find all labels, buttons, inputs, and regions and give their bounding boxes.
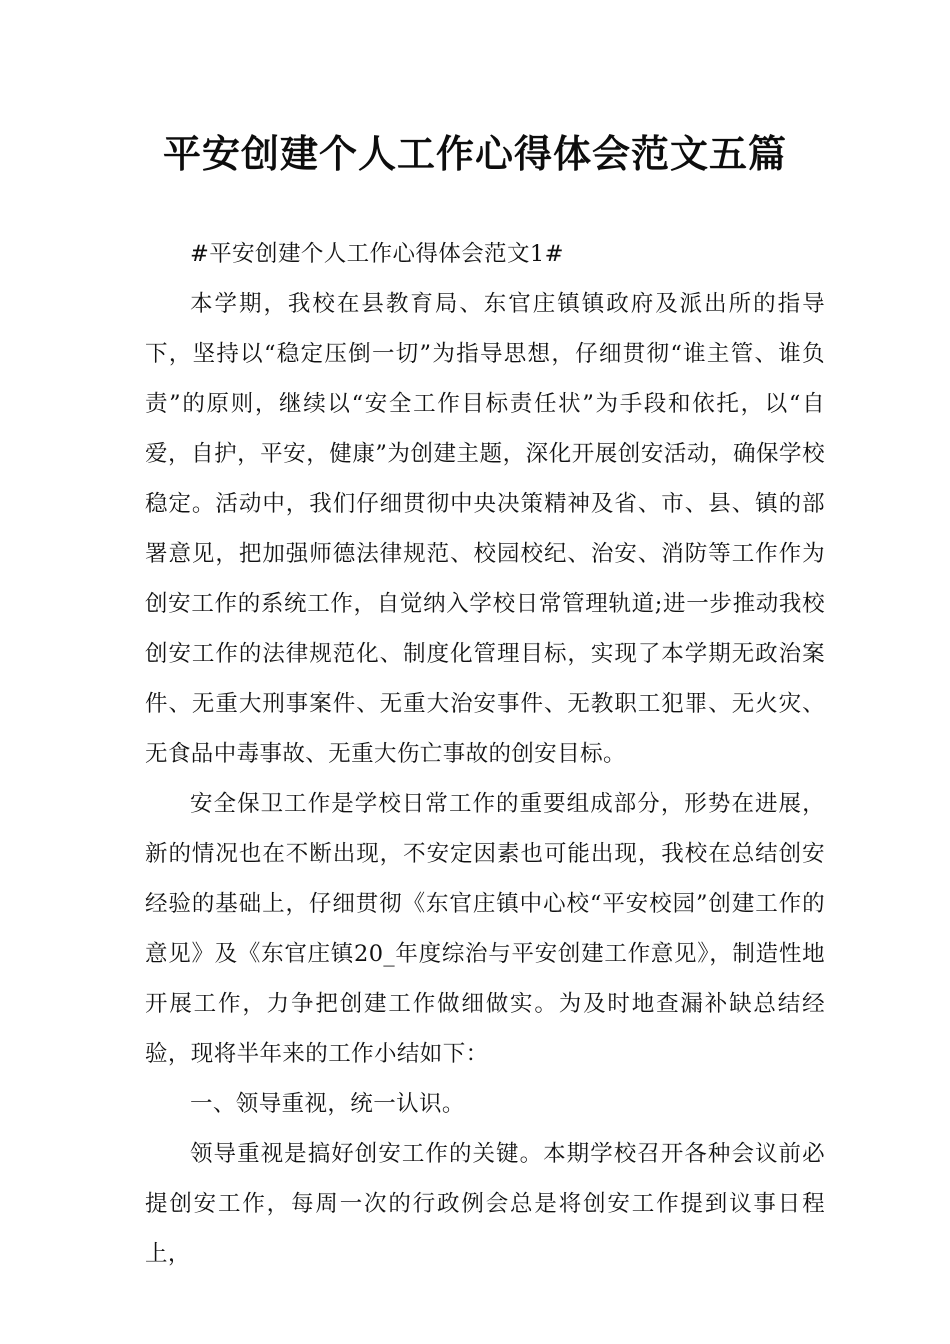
subsection-heading: 一、领导重视，统一认识。 xyxy=(190,1091,465,1117)
document-body xyxy=(145,229,825,1279)
document-title: 平安创建个人工作心得体会范文五篇 xyxy=(162,132,787,176)
body-paragraph: 本学期，我校在县教育局、东官庄镇镇政府及派出所的指导下，坚持以“稳定压倒一切”为指导思想，仔细贯彻“谁主管、谁负责”的原则，继续以“安全工作目标责任状”为手段和依托，以“自爱，自护，平安，健康”为创建主题，深化开展创安活动，确保学校稳定。活动中，我们仔细贯彻中央决策精神及省、市、县、镇的部署意见，把加强师德法律规范、校园校纪、治安、消防等工作作为创安工作的系统工作，自觉纳入学校日常管理轨道;进一步推动我校创安工作的法律规范化、制度化管理目标，实现了本学期无政治案件、无重大刑事案件、无重大治安事件、无教职工犯罪、无火灾、无食品中毒事故、无重大伤亡事故的创安目标。 xyxy=(145,291,825,767)
body-paragraph: 安全保卫工作是学校日常工作的重要组成部分，形势在进展，新的情况也在不断出现，不安定因素也可能出现，我校在总结创安经验的基础上，仔细贯彻《东官庄镇中心校“平安校园”创建工作的意见》及《东官庄镇20_年度综治与平安创建工作意见》，制造性地开展工作，力争把创建工作做细做实。为及时地查漏补缺总结经验，现将半年来的工作小结如下： xyxy=(145,791,825,1067)
body-paragraph: 领导重视是搞好创安工作的关键。本期学校召开各种会议前必提创安工作，每周一次的行政例会总是将创安工作提到议事日程上， xyxy=(145,1141,825,1267)
section-heading-1: #平安创建个人工作心得体会范文1# xyxy=(190,241,564,267)
